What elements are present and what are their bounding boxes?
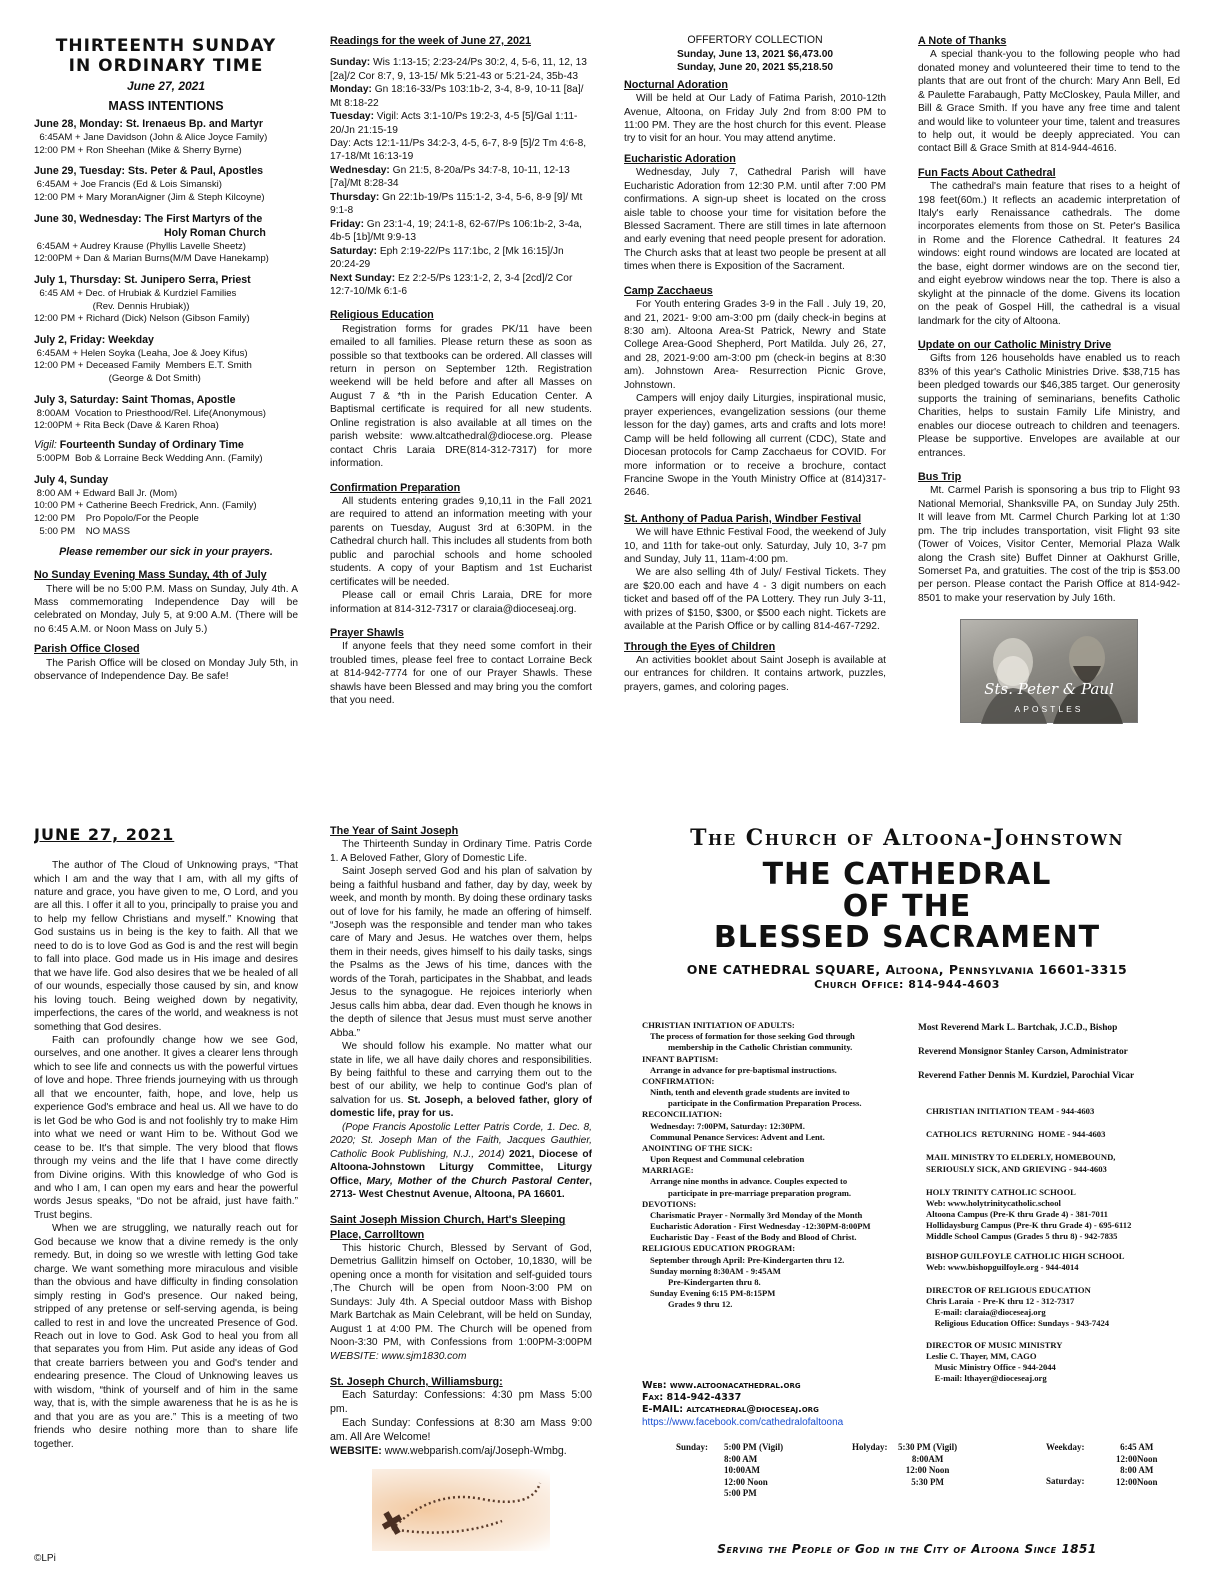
prayer-shawls-text: If anyone feels that they need some comfort in their troubled times, please feel free to contact Lorraine Beck at 814-942-7774 for one of our Prayer Shawls. These shawls have been Blessed and may bring you the comfort that you need. — [330, 641, 592, 707]
facebook-link[interactable]: https://www.facebook.com/cathedralofaltoona — [642, 1416, 844, 1428]
sunday-schedule-times — [724, 1442, 783, 1500]
mass-schedule — [676, 1442, 1186, 1514]
year-of-saint-joseph-p3 — [330, 1040, 592, 1121]
staff-directory — [926, 1106, 1190, 1406]
staff-directory-line: DIRECTOR OF MUSIC MINISTRY — [926, 1339, 1063, 1350]
contact-info — [642, 1380, 922, 1440]
reflection-paragraph-1: The author of The Cloud of Unknowing prays, “That which I am and the way that I am, with all my gifts of nature and grace, you have given to me, O Lord, and you are all this. I offer it all to you, principally to praise you and to help my fellow Christians and myself.” Knowing that God sustains us in being is the key to faith. All that we need to do is to love God as God is and the rest will begin to fall into place. God made us in His image and desires that we have life. God also desires that we be healed of all of our wounds, especially those caused by sin, and know his loving touch. Being weighed down by negativity, imperfections, the cares of the world, and weakness is not something that God desires. — [34, 860, 298, 1033]
image-subcaption: APOSTLES — [1014, 704, 1084, 715]
mission-church-body: This historic Church, Blessed by Servant of God, Demetrius Gallitzin himself on October, 10,1830, will be opening once a month for visitation and self-guided tours ,The Church will be open from Noon-3:00 PM on Sundays: July 4th. A Special outdoor Mass with Bishop Mark Bartchak as Main Celebrant, will be held on Sunday, August 1 at 4:00 PM. The Church will be opened from Noon-3:30 PM, with Confessions from 1:00PM-3:00PM — [330, 1242, 592, 1349]
mass-intentions-list — [34, 118, 298, 433]
staff-directory-line: Music Ministry Office - 944-2044 — [926, 1361, 1056, 1372]
directory-line: Ninth, tenth and eleventh grade students are invited to — [650, 1087, 850, 1098]
sts-peter-paul-image — [960, 619, 1138, 723]
eyes-of-children-heading: Through the Eyes of Children — [624, 640, 776, 653]
directory-line: Sunday Evening 6:15 PM-8:15PM — [650, 1288, 776, 1299]
bus-trip-heading: Bus Trip — [918, 470, 962, 483]
source-center: Mary, Mother of the Church Pastoral Center — [366, 1175, 590, 1187]
directory-heading: RELIGIOUS EDUCATION PROGRAM: — [642, 1243, 796, 1254]
reading-entry — [330, 245, 592, 272]
schedule-time: 5:30 PM (Vigil) — [898, 1442, 958, 1452]
nocturnal-adoration-heading: Nocturnal Adoration — [624, 78, 728, 91]
mass-day-heading: July 3, Saturday: Saint Thomas, Apostle — [34, 393, 236, 406]
directory-line: Sunday morning 8:30AM - 9:45AM — [650, 1265, 781, 1276]
mass-day-heading: July 1, Thursday: St. Junipero Serra, Priest — [34, 273, 251, 286]
weekday-schedule-times — [1116, 1442, 1158, 1465]
directory-line: Communal Penance Services: Advent and Lent. — [650, 1131, 825, 1142]
staff-directory-line: Leslie C. Thayer, MM, CAGO — [926, 1350, 1037, 1361]
year-of-saint-joseph-p1: The Thirteenth Sunday in Ordinary Time. Patris Corde 1. A Beloved Father, Glory of Domestic Life. — [330, 839, 592, 864]
mass-intention-line: 12:00 PM Pro Popolo/For the People — [34, 512, 199, 524]
reading-entry — [330, 110, 592, 137]
source-citation: (Pope Francis Apostolic Letter Patris Corde, 1. Dec. 8, 2020; St. Joseph Man of the Faith, Jacques Gauthier, Catholic Book Publishing, N.J., 2014) — [330, 1121, 592, 1160]
reading-citations: Ez 2:2-5/Ps 123:1-2, 2, 3-4 [2cd]/2 Cor 12:7-10/Mk 6:1-6 — [330, 272, 573, 297]
church-name: The Church of Altoona-Johnstown — [690, 825, 1124, 851]
mass-intention-line: 8:00 AM + Edward Ball Jr. (Mom) — [34, 487, 178, 499]
directory-heading: DEVOTIONS: — [642, 1198, 697, 1209]
clergy-list — [918, 1022, 1190, 1102]
eucharistic-adoration-text: Wednesday, July 7, Cathedral Parish will have Eucharistic Adoration from 12:30 P.M. until after 7:00 PM confirmations. A sign-up sheet is located on the cross aisle table to choose your time for visitation before the Blessed Sacrament. There are still times in late afternoon and early evening that need people present for adoration. The Church asks that at least two people be present at all times when there is Exposition of the Sacrament. — [624, 167, 886, 273]
july4-heading: July 4, Sunday — [34, 473, 109, 486]
windber-festival-heading: St. Anthony of Padua Parish, Windber Festival — [624, 512, 862, 525]
religious-education-text: Registration forms for grades PK/11 have been emailed to all families. Please return these as soon as possible so that textbooks can be ordered. All classes will return in person on September 12th. Registration weekend will be held before and after all Masses on August 7 & *th in the Parish Education Center. A Baptismal certificate is required for all new students. Online registration is also available at all times on the parish website: www.altcathedral@diocese.org. Please contact Chris Laraia DRE(814-312-7317) for more information. — [330, 323, 592, 470]
reading-day: Tuesday: — [330, 111, 374, 123]
staff-directory-line: Web: www.holytrinitycatholic.school — [926, 1197, 1061, 1208]
ministry-drive-heading: Update on our Catholic Ministry Drive — [918, 339, 1112, 352]
staff-directory-line: E-mail: lthayer@dioceseaj.org — [926, 1373, 1047, 1384]
mass-day-heading: June 28, Monday: St. Irenaeus Bp. and Martyr — [34, 118, 263, 131]
mass-intention-line: 12:00PM + Rita Beck (Dave & Karen Rhoa) — [34, 420, 219, 432]
reflection-column — [34, 824, 298, 1544]
directory-line: Upon Request and Communal celebration — [650, 1154, 805, 1165]
mass-intention-line: 12:00 PM + Richard (Dick) Nelson (Gibson Family) — [34, 313, 250, 325]
nocturnal-adoration-text: Will be held at Our Lady of Fatima Parish, 2010-12th Avenue, Altoona, on Friday July 2nd from 8:00 PM to 11:00 PM. They are the host church for this event. Please try to visit for an hour. You may attend anytime. — [624, 93, 886, 145]
eucharistic-adoration-heading: Eucharistic Adoration — [624, 152, 736, 165]
schedule-time: 10:00AM — [724, 1465, 760, 1476]
staff-directory-line: HOLY TRINITY CATHOLIC SCHOOL — [926, 1186, 1076, 1197]
reflection-paragraph-2: Faith can profoundly change how we see God, ourselves, and one another. It gives a clearer lens through which to see life and connects us with the powerful virtues of love and hope. Three friends journeying with us through all that we encounter, faith, hope, and love, help us experience God's embrace and heal us. All we have to do is let God be who God is and not foolishly try to make Him into what we need or want Him to be. Without God we cease to be. It's that simple. The very blood that flows through my veins and the life that I have come directly from Divine origins. With this knowledge of who God is and who I am, I can open my ears and hear the powerful words Jesus speaks, “Do not be afraid, just have faith.” Trust begins. — [34, 1035, 298, 1221]
ministry-directory — [642, 1020, 918, 1370]
religious-education-heading: Religious Education — [330, 309, 434, 322]
cathedral-title-1: THE CATHEDRAL — [762, 857, 1052, 893]
williamsburg-website-label: WEBSITE: — [330, 1445, 382, 1458]
schedule-time: 5:00 PM (Vigil) — [724, 1442, 784, 1452]
cathedral-masthead — [624, 824, 1190, 994]
confirmation-heading: Confirmation Preparation — [330, 481, 461, 494]
readings-column — [330, 34, 592, 754]
schedule-time: 12:00 Noon — [724, 1476, 768, 1487]
year-p3-prayer: St. Joseph, a beloved father, glory of domestic life, pray for us. — [330, 1094, 592, 1120]
directory-line: September through April: Pre-Kindergarten thru 12. — [650, 1254, 845, 1265]
mass-intention-line: 5:00 PM NO MASS — [34, 525, 130, 537]
reading-citations: Gn 21:5, 8-20a/Ps 34:7-8, 10-11, 12-13 [7a]/Mt 8:28-34 — [330, 164, 570, 190]
cathedral-title-2: OF THE — [842, 888, 972, 924]
schedule-time: 8:00 AM — [1120, 1465, 1154, 1475]
year-of-saint-joseph-source — [330, 1121, 592, 1202]
no-evening-mass-text: There will be no 5:00 P.M. Mass on Sunday, July 4th. A Mass commemorating Independence Day will be celebrated on Monday, July 5, at 9:00 A.M. (There will be no 6:45 A.M. or Noon Mass on July 5.) — [34, 583, 298, 635]
year-of-saint-joseph-p2: Saint Joseph served God and his plan of salvation by being a faithful husband and father, day by day, week by week, and month by month. By doing these ordinary tasks out of love for his family, he made an offering of himself. “Joseph was the responsible and tender man who takes care of Mary and Jesus. He watches over them, helps them in their needs, gives himself to his daily tasks, sings the Psalms as the Jews of his time, dances with the words of the Torah, participates in the Shabbat, and leads Jesus to the synagogue. He rejoices interiorly when Jesus calls him abba, dear dad. Even though he knows in the depth of silence that Jesus must must serve another Abba.” — [330, 866, 592, 1039]
cathedral-address: ONE CATHEDRAL SQUARE, Altoona, Pennsylvania 16601-3315 — [686, 961, 1128, 977]
williamsburg-sunday: Each Sunday: Confessions at 8:30 am Mass 9:00 am. All Are Welcome! — [330, 1417, 592, 1444]
mass-intention-line: 8:00AM Vocation to Priesthood/Rel. Life(Anonymous) — [34, 407, 266, 419]
mass-intention-line: (George & Dot Smith) — [34, 373, 201, 385]
year-p3-text: We should follow his example. No matter what our state in life, we all have daily chores and responsibilities. By being faithful to these and carrying them out to the best of our ability, we help to continue God's plan of salvation for us. — [330, 1041, 592, 1106]
directory-heading: MARRIAGE: — [642, 1165, 694, 1176]
directory-line: Pre-Kindergarten thru 8. — [668, 1276, 761, 1287]
directory-line: Charismatic Prayer - Normally 3rd Monday of the Month — [650, 1209, 863, 1220]
staff-directory-line: Hollidaysburg Campus (Pre-K thru Grade 4) - 695-6112 — [926, 1220, 1132, 1231]
reading-citations: Vigil: Acts 3:1-10/Ps 19:2-3, 4-5 [5]/Gal 1:11-20/Jn 21:15-19 — [330, 111, 578, 136]
schedule-time: 8:00AM — [911, 1453, 944, 1464]
sunday-title-line2: IN ORDINARY TIME — [68, 56, 264, 77]
fun-facts-text: The cathedral's main feature that rises to a height of 198 feet(60m.) It reflects an academic interpretation of Italy's early Renaissance cathedrals. The dome incorporates elements from those on St. Peter's Basilica in Rome and the Florence Cathedral. It features 24 windows: eight round windows are located are located at the base, eight dormer windows are on the second tier, and eight eyebrow windows near the top. There is also a skylight at the pinnacle of the dome. Givens its location on the peak of Gospel Hill, the cathedral is a visual landmark for the city of Altoona. — [918, 181, 1180, 327]
website-link[interactable]: Web: www.altoonacathedral.org — [642, 1380, 801, 1391]
directory-heading: RECONCILIATION: — [642, 1109, 723, 1120]
holyday-schedule-times — [898, 1442, 957, 1488]
reading-day: Saturday: — [330, 245, 377, 257]
reading-day: Sunday: — [330, 57, 371, 69]
mass-day-heading: July 2, Friday: Weekday — [34, 333, 154, 346]
rosary-image — [372, 1469, 550, 1551]
reflection-paragraph-3: When we are struggling, we naturally reach out for God because we know that a divine remedy is the only remedy. But, in doing so we wrestle with letting God take charge. We want something more miraculous and visible than the obvious and have difficulty in finding consolation simply resting in God's presence. Our naked being, stripped of any pretense or self-serving agenda, is being called to rest in and love the uncreated Presence of God. Reach out in love to God. Ask God to heal you from all that separates you from Him. Put aside any ideas of God that create barriers between you and God's tender and endearing presence. The Cloud of Unknowing leaves us with wisdom, “think of yourself and of him in the same way, that is, with the simple awareness that he is as he is and that you are as you are.” This is a meeting of two friends who desire nothing more than to share life together. — [34, 1223, 298, 1450]
reflection-heading: JUNE 27, 2021 — [34, 825, 175, 844]
mass-intention-line: 6:45AM + Jane Davidson (John & Alice Joyce Family) — [34, 132, 268, 144]
saturday-schedule-times — [1116, 1465, 1158, 1488]
schedule-time: 12:00 Noon — [905, 1465, 950, 1476]
reading-entry — [330, 83, 592, 110]
mass-day-heading: June 29, Tuesday: Sts. Peter & Paul, Apostles — [34, 165, 264, 178]
mass-intention-line: 12:00 PM + Mary MoranAigner (Jim & Steph Kilcoyne) — [34, 192, 265, 204]
schedule-time: 5:00 PM — [724, 1488, 757, 1499]
directory-line: Eucharistic Day - Feast of the Body and Blood of Christ. — [650, 1232, 857, 1243]
mission-church-website: WEBSITE: www.sjm1830.com — [330, 1350, 467, 1362]
mass-intention-line: 6:45AM + Audrey Krause (Phyllis Lavelle Sheetz) — [34, 240, 246, 252]
offertory-heading: OFFERTORY COLLECTION — [687, 34, 823, 46]
vigil-heading — [34, 439, 298, 453]
directory-line: participate in the Confirmation Preparation Process. — [668, 1098, 862, 1109]
reading-entry — [330, 272, 592, 299]
reading-day: Friday: — [330, 218, 364, 230]
staff-directory-line: Chris Laraia - Pre-K thru 12 - 312-7317 — [926, 1296, 1075, 1307]
rosary-cross-icon — [372, 1469, 550, 1551]
sunday-title-line1: THIRTEENTH SUNDAY — [55, 36, 277, 56]
sick-prayers-note: Please remember our sick in your prayers. — [59, 546, 273, 559]
email-link[interactable]: E-MAIL: altcathedral@dioceseaj.org — [642, 1403, 819, 1415]
fax-number: Fax: 814-942-4337 — [642, 1391, 742, 1403]
news-column — [918, 34, 1180, 754]
staff-directory-line: SERIOUSLY SICK, AND GRIEVING - 944-4603 — [926, 1163, 1107, 1174]
source-address: , 2713- West Chestnut Avenue, Altoona, PA 16601. — [330, 1175, 592, 1201]
reading-citations: Gn 22:1b-19/Ps 115:1-2, 3-4, 5-6, 8-9 [9]/ Mt 9:1-8 — [330, 191, 583, 217]
directory-line: The process of formation for those seeking God through — [650, 1031, 855, 1042]
mass-intention-line: 6:45AM + Joe Francis (Ed & Lois Simanski) — [34, 179, 222, 191]
reading-citations: Gn 23:1-4, 19; 24:1-8, 62-67/Ps 106:1b-2, 3-4a, 4b-5 [1b]/Mt 9:9-13 — [330, 218, 583, 244]
directory-line: Grades 9 thru 12. — [668, 1299, 733, 1310]
sunday-date: June 27, 2021 — [126, 78, 206, 93]
directory-line: participate in pre-marriage preparation program. — [668, 1187, 852, 1198]
mass-intention-line: 6:45 AM + Dec. of Hrubiak & Kurdziel Families — [34, 287, 237, 299]
mission-church-text — [330, 1242, 592, 1363]
reading-citations: Day: Acts 12:1-11/Ps 34:2-3, 4-5, 6-7, 8-9 [5]/2 Tm 4:6-8, 17-18/Mt 16:13-19 — [330, 137, 587, 163]
windber-festival-text-1: We will have Ethnic Festival Food, the weekend of July 10, and 11th for take-out only. Saturday, July 10, 3-7 pm and Sunday, July 11, 11am-4:00 pm. — [624, 527, 886, 566]
directory-heading: ANOINTING OF THE SICK: — [642, 1142, 753, 1153]
reading-day: Wednesday: — [330, 164, 390, 176]
staff-directory-line: MAIL MINISTRY TO ELDERLY, HOMEBOUND, — [926, 1152, 1116, 1163]
mass-intention-line: 10:00 PM + Catherine Beech Fredrick, Ann. (Family) — [34, 500, 257, 512]
schedule-time: 6:45 AM — [1120, 1442, 1154, 1452]
vigil-mass-line: 5:00PM Bob & Lorraine Beck Wedding Ann. (Family) — [34, 453, 263, 465]
announcements-column — [624, 34, 886, 754]
directory-line: Wednesday: 7:00PM, Saturday: 12:30PM. — [650, 1120, 805, 1131]
source-diocese: 2021, Diocese of Altoona-Johnstown Liturgy Committee, Liturgy Office, — [330, 1148, 592, 1187]
camp-zacchaeus-text-1: For Youth entering Grades 3-9 in the Fall . July 19, 20, and 21, 2021- 9:00 am-3:00 pm (daily check-in begins at 8:30 am). Altoona Area-St Patrick, Newry and State College Area-Good Shepherd, Port Matilda. July 26, 27, and 28, 2021-9:00 am-3:00 pm (check-in begins at 8:30 am). Johnstown Area- Resurrection Picnic Grove, Johnstown. — [624, 299, 886, 391]
staff-directory-line: BISHOP GUILFOYLE CATHOLIC HIGH SCHOOL — [926, 1250, 1125, 1261]
note-of-thanks-heading: A Note of Thanks — [918, 35, 1007, 47]
parish-office-closed-text: The Parish Office will be closed on Monday July 5th, in observance of Independence Day. Be safe! — [34, 657, 298, 683]
lpi-copyright: ©LPi — [34, 1553, 56, 1564]
saturday-schedule-label: Saturday: — [1046, 1476, 1085, 1486]
reading-day: Thursday: — [330, 191, 380, 203]
church-office-phone: Church Office: 814-944-4603 — [814, 978, 1000, 992]
confirmation-text-1: All students entering grades 9,10,11 in the Fall 2021 are required to attend an information meeting with your parents on Tuesday, August 3rd at 6:30PM. in the Cathedral church hall. This includes all students from both public and parochial schools and home schooled students. A copy of your Baptism and 1st Eucharist certificates will be needed. — [330, 495, 592, 588]
mass-intention-line: 6:45AM + Helen Soyka (Leaha, Joe & Joey Kifus) — [34, 347, 248, 359]
directory-line: Arrange nine months in advance. Couples expected to — [650, 1176, 848, 1187]
reading-entry — [330, 218, 592, 245]
sunday-schedule-label: Sunday: — [676, 1442, 709, 1452]
note-of-thanks-text: A special thank-you to the following people who had donated money and volunteered their time to tend to the plants that are out front of the church: Mary Ann Bell, Ed & Paulette Farabaugh, Patty McCloskey, Paula Miller, and Bill & Grace Smith. If you have any free time and talent and would like to volunteer your time, talent and treasures to help out, it would be deeply appreciated. You can contact Bill & Grace Smith at 814-944-4616. — [918, 49, 1180, 155]
reading-day: Monday: — [330, 84, 372, 96]
mass-intention-line: 12:00 PM + Ron Sheehan (Mike & Sherry Byrne) — [34, 144, 242, 156]
directory-line: Arrange in advance for pre-baptismal instructions. — [650, 1064, 837, 1075]
mass-intention-line: (Rev. Dennis Hrubiak)) — [34, 300, 190, 312]
mass-intentions-column — [34, 34, 298, 754]
image-caption: Sts. Peter & Paul — [984, 680, 1114, 699]
mission-church-heading: Saint Joseph Mission Church, Hart's Sleeping Place, Carrolltown — [330, 1214, 566, 1241]
staff-directory-line: E-mail: claraia@dioceseaj.org — [926, 1307, 1046, 1318]
readings-list — [330, 56, 592, 298]
prayer-shawls-heading: Prayer Shawls — [330, 626, 404, 639]
schedule-time: 5:30 PM — [911, 1476, 944, 1487]
directory-line: Eucharistic Adoration - First Wednesday -12:30PM-8:00PM — [650, 1221, 871, 1232]
clergy-name: Reverend Monsignor Stanley Carson, Administrator — [918, 1047, 1128, 1058]
holyday-schedule-label: Holyday: — [852, 1442, 888, 1452]
camp-zacchaeus-text-2: Campers will enjoy daily Liturgies, inspirational music, prayer experiences, evangelization sessions (our theme lesson for the day) games, arts and crafts and lots more! Camp will be held following all current (CDC), State and Diocesan protocols for Camp Zacchaeus for COVID. For more information or to receive a brochure, contact Francine Swope in the Youth Ministry Office at (814)317-2646. — [624, 393, 886, 499]
eyes-of-children-text: An activities booklet about Saint Joseph is available at our entrances for children. It contains artwork, puzzles, prayers, games, and coloring pages. — [624, 654, 886, 693]
reading-entry — [330, 137, 592, 164]
williamsburg-saturday: Each Saturday: Confessions: 4:30 pm Mass 5:00 pm. — [330, 1389, 592, 1416]
bus-trip-text: Mt. Carmel Parish is sponsoring a bus trip to Flight 93 National Memorial, Shanksville PA, on Sunday July 25th. It will leave from Mt. Carmel Church Parking lot at 1:30 pm. The trip includes transportation, visit Flight 93 site (Tower of Voices, Visitor Center, Memorial Plaza Walk along the Crash site) Buffet Dinner at Oakhurst Grille, Somerset Pa, and gratuities. The cost of the trip is $53.00 per person. Please contact the Parish Office at 814-942-8501 to make your reservation by July 16th. — [918, 485, 1180, 604]
williamsburg-website — [330, 1445, 592, 1459]
directory-heading: CONFIRMATION: — [642, 1075, 715, 1086]
no-evening-mass-heading: No Sunday Evening Mass Sunday, 4th of July — [34, 569, 267, 582]
williamsburg-heading: St. Joseph Church, Williamsburg: — [330, 1376, 503, 1389]
camp-zacchaeus-heading: Camp Zacchaeus — [624, 284, 713, 297]
staff-directory-line: Altoona Campus (Pre-K thru Grade 4) - 381-7011 — [926, 1209, 1108, 1220]
directory-heading: CHRISTIAN INITIATION OF ADULTS: — [642, 1020, 795, 1030]
clergy-name: Reverend Father Dennis M. Kurdziel, Parochial Vicar — [918, 1071, 1135, 1082]
vigil-title: Fourteenth Sunday of Ordinary Time — [56, 439, 244, 452]
parish-office-closed-heading: Parish Office Closed — [34, 643, 140, 656]
mass-intentions-heading: MASS INTENTIONS — [108, 98, 224, 113]
weekday-schedule-label: Weekday: — [1046, 1442, 1085, 1452]
cathedral-title-3: BLESSED SACRAMENT — [713, 920, 1101, 956]
mass-intention-line: 12:00 PM + Deceased Family Members E.T. Smith — [34, 360, 252, 372]
windber-festival-text-2: We are also selling 4th of July/ Festival Tickets. They are $20.00 each and have 4 - 3 digit numbers on each ticket and based off of the PA Lottery. They run July 3-11, with prizes of $150, $300, or $500 each night. Tickets are available at the Parish Office or by calling 814-467-7292. — [624, 567, 886, 633]
schedule-time: 12:00Noon — [1116, 1476, 1158, 1487]
vigil-label: Vigil: — [34, 439, 57, 452]
mass-intention-line: 12:00PM + Dan & Marian Burns(M/M Dave Hanekamp) — [34, 253, 269, 265]
offertory-line-2: Sunday, June 20, 2021 $5,218.50 — [676, 62, 834, 74]
reading-citations: Wis 1:13-15; 2:23-24/Ps 30:2, 4, 5-6, 11, 12, 13 [2a]/2 Cor 8:7, 9, 13-15/ Mk 5:21-43 or 5:21-24, 35b-43 — [330, 57, 587, 82]
confirmation-text-2: Please call or email Chris Laraia, DRE for more information at 814-312-7317 or claraia@dioceseaj.org. — [330, 590, 592, 615]
directory-line: membership in the Catholic Christian community. — [668, 1042, 853, 1053]
saint-joseph-column — [330, 824, 592, 1564]
readings-heading: Readings for the week of June 27, 2021 — [330, 35, 532, 47]
staff-directory-line: CHRISTIAN INITIATION TEAM - 944-4603 — [926, 1106, 1095, 1116]
tagline: Serving the People of God in the City of Altoona Since 1851 — [717, 1542, 1097, 1556]
staff-directory-line: CATHOLICS RETURNING HOME - 944-4603 — [926, 1129, 1106, 1140]
mass-day-heading: June 30, Wednesday: The First Martyrs of the — [34, 212, 263, 225]
reading-entry — [330, 56, 592, 83]
july4-mass-list — [34, 488, 298, 539]
staff-directory-line: Religious Education Office: Sundays - 943-7424 — [926, 1318, 1110, 1329]
staff-directory-line: Web: www.bishopguilfoyle.org - 944-4014 — [926, 1261, 1079, 1272]
staff-directory-line: Middle School Campus (Grades 5 thru 8) - 942-7835 — [926, 1231, 1118, 1242]
mass-day-heading-cont: Holy Roman Church — [164, 226, 266, 239]
reading-day: Next Sunday: — [330, 272, 396, 284]
reading-citations: Eph 2:19-22/Ps 117:1bc, 2 [Mk 16:15]/Jn 20:24-29 — [330, 245, 564, 271]
fun-facts-heading: Fun Facts About Cathedral — [918, 166, 1056, 179]
reading-entry — [330, 164, 592, 191]
williamsburg-website-url: www.webparish.com/aj/Joseph-Wmbg. — [381, 1445, 567, 1458]
reading-citations: Gn 18:16-33/Ps 103:1b-2, 3-4, 8-9, 10-11 [8a]/ Mt 8:18-22 — [330, 84, 584, 109]
staff-directory-line: DIRECTOR OF RELIGIOUS EDUCATION — [926, 1284, 1091, 1295]
offertory-line-1: Sunday, June 13, 2021 $6,473.00 — [676, 48, 834, 60]
schedule-time: 12:00Noon — [1116, 1453, 1158, 1464]
directory-heading: INFANT BAPTISM: — [642, 1053, 719, 1064]
reading-entry — [330, 191, 592, 218]
clergy-name: Most Reverend Mark L. Bartchak, J.C.D., Bishop — [918, 1023, 1118, 1033]
year-of-saint-joseph-heading: The Year of Saint Joseph — [330, 825, 459, 837]
schedule-time: 8:00 AM — [724, 1453, 758, 1464]
ministry-drive-text: Gifts from 126 households have enabled us to reach 83% of this year's Catholic Ministries Drive. $38,715 has been pledged towards our $46,385 target. Our generosity supports the training of seminarians, benefits Catholic Charities, helps to sustain Family Life Ministry, and enables our diocese outreach to children and teenagers. Please be supportive. Envelopes are available at our entrances. — [918, 353, 1180, 459]
